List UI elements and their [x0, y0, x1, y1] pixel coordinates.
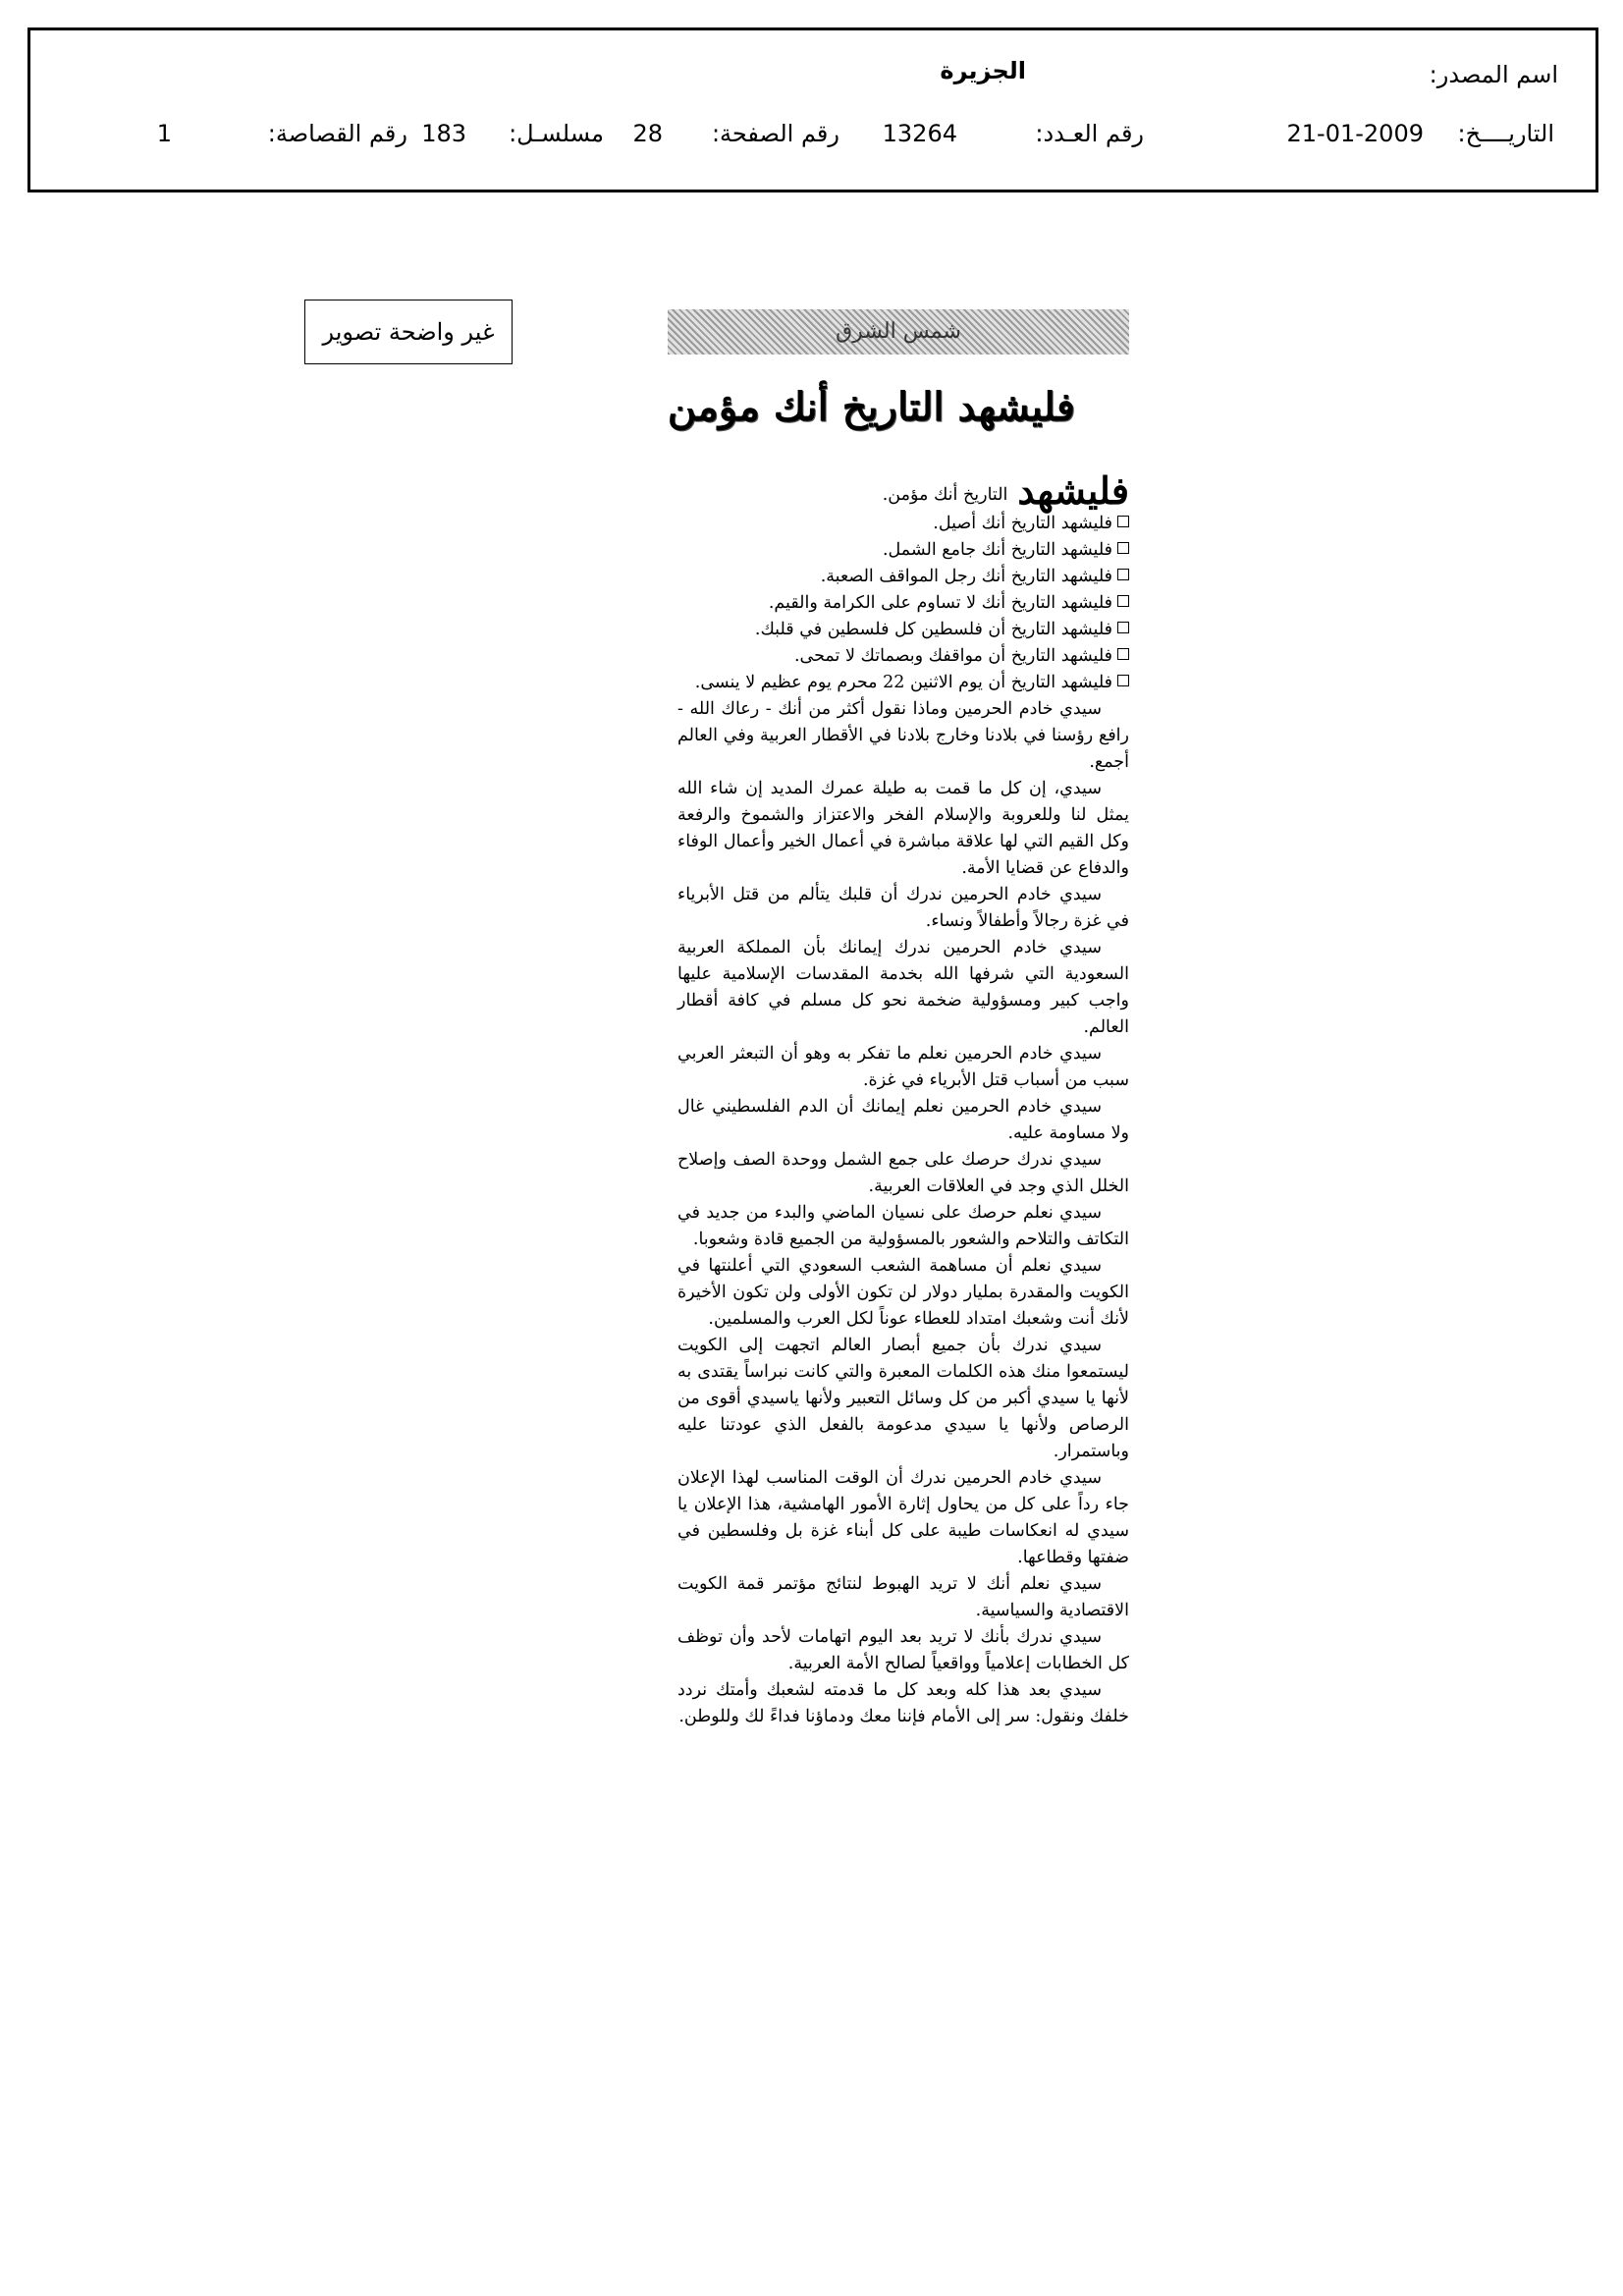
bullet-list	[677, 511, 1129, 696]
paragraph: سيدي خادم الحرمين نعلم إيمانك أن الدم الفلسطيني غال ولا مساومة عليه.	[677, 1097, 1129, 1143]
clip-label: رقم القصاصة:	[267, 120, 407, 147]
checkbox-bullet-icon	[1117, 622, 1129, 633]
list-item: فليشهد التاريخ أنك رجل المواقف الصعبة.	[677, 564, 1129, 590]
serial-value: 183	[421, 120, 466, 147]
checkbox-bullet-icon	[1117, 675, 1129, 686]
paragraph: سيدي نعلم أن مساهمة الشعب السعودي التي أعلنتها في الكويت والمقدرة بمليار دولار لن تكون الأولى ولن تكون الأخيرة لأنك أنت وشعبك امتداد للعطاء عوناً لكل العرب والمسلمين.	[677, 1256, 1129, 1329]
document-header	[27, 27, 1598, 192]
column-banner: شمس الشرق	[668, 309, 1129, 355]
unclear-scan-note: غير واضحة تصوير	[304, 300, 513, 364]
date-value: 21-01-2009	[1286, 120, 1424, 147]
issue-value: 13264	[882, 120, 957, 147]
checkbox-bullet-icon	[1117, 569, 1129, 580]
page-value: 28	[632, 120, 663, 147]
serial-label: مسلسـل:	[509, 120, 604, 147]
paragraph: سيدي ندرك بأنك لا تريد بعد اليوم اتهامات لأحد وأن توظف كل الخطابات إعلامياً وواقعياً لصالح الأمة العربية.	[677, 1627, 1129, 1673]
paragraph: سيدي خادم الحرمين نعلم ما تفكر به وهو أن التبعثر العربي سبب من أسباب قتل الأبرياء في غزة.	[677, 1044, 1129, 1090]
checkbox-bullet-icon	[1117, 542, 1129, 554]
lead-rest: التاريخ أنك مؤمن.	[882, 485, 1008, 505]
lead-word: فليشهد	[1017, 468, 1129, 513]
paragraph: سيدي خادم الحرمين ندرك إيمانك بأن المملكة العربية السعودية التي شرفها الله بخدمة المقدسات الإسلامية عليها واجب كبير ومسؤولية ضخمة نحو كل مسلم في كافة أقطار العالم.	[677, 938, 1129, 1037]
newspaper-clipping	[668, 309, 1129, 2156]
list-item: فليشهد التاريخ أنك أصيل.	[677, 511, 1129, 537]
paragraph: سيدي خادم الحرمين وماذا نقول أكثر من أنك - رعاك الله - رافع رؤسنا في بلادنا وخارج بلادنا في الأقطار العربية وفي العالم أجمع.	[677, 699, 1129, 772]
page-label: رقم الصفحة:	[711, 120, 839, 147]
paragraph: سيدي خادم الحرمين ندرك أن قلبك يتألم من قتل الأبرياء في غزة رجالاً وأطفالاً ونساء.	[677, 885, 1129, 931]
article-body	[677, 468, 1129, 1730]
paragraph: سيدي نعلم حرصك على نسيان الماضي والبدء من جديد في التكاتف والتلاحم والشعور بالمسؤولية من الجميع قادة وشعوبا.	[677, 1203, 1129, 1249]
lead-line	[677, 468, 1129, 513]
paragraph: سيدي ندرك حرصك على جمع الشمل ووحدة الصف وإصلاح الخلل الذي وجد في العلاقات العربية.	[677, 1150, 1129, 1196]
paragraph: سيدي نعلم أنك لا تريد الهبوط لنتائج مؤتمر قمة الكويت الاقتصادية والسياسية.	[677, 1574, 1129, 1620]
issue-label: رقم العـدد:	[1035, 120, 1144, 147]
list-item: فليشهد التاريخ أن مواقفك وبصماتك لا تمحى.	[677, 643, 1129, 670]
article-headline: فليشهد التاريخ أنك مؤمن	[667, 384, 1075, 430]
date-label: التاريــــخ:	[1457, 120, 1554, 147]
paragraph: سيدي بعد هذا كله وبعد كل ما قدمته لشعبك وأمتك نردد خلفك ونقول: سر إلى الأمام فإننا معك ودماؤنا فداءً لك وللوطن.	[677, 1680, 1129, 1726]
list-item: فليشهد التاريخ أنك لا تساوم على الكرامة والقيم.	[677, 590, 1129, 617]
paragraph: سيدي خادم الحرمين ندرك أن الوقت المناسب لهذا الإعلان جاء رداً على كل من يحاول إثارة الأمور الهامشية، هذا الإعلان يا سيدي له انعكاسات طيبة على كل أبناء غزة بل وفلسطين في ضفتها وقطاعها.	[677, 1468, 1129, 1567]
list-item: فليشهد التاريخ أنك جامع الشمل.	[677, 537, 1129, 564]
source-label: اسم المصدر:	[1429, 61, 1558, 88]
list-item: فليشهد التاريخ أن فلسطين كل فلسطين في قلبك.	[677, 617, 1129, 643]
paragraph: سيدي، إن كل ما قمت به طيلة عمرك المديد إن شاء الله يمثل لنا وللعروبة والإسلام الفخر والاعتزاز والشموخ والرفعة وكل القيم التي لها علاقة مباشرة في أعمال الخير وأعمال الوفاء والدفاع عن قضايا الأمة.	[677, 779, 1129, 878]
checkbox-bullet-icon	[1117, 595, 1129, 607]
checkbox-bullet-icon	[1117, 648, 1129, 660]
list-item: فليشهد التاريخ أن يوم الاثنين 22 محرم يوم عظيم لا ينسى.	[677, 670, 1129, 696]
paragraph: سيدي ندرك بأن جميع أبصار العالم اتجهت إلى الكويت ليستمعوا منك هذه الكلمات المعبرة والتي كانت نبراساً يقتدى به لأنها يا سيدي أكبر من كل وسائل التعبير ولأنها ياسيدي أقوى من الرصاص ولأنها يا سيدي مدعومة بالفعل الذي عودتنا عليه وباستمرار.	[677, 1336, 1129, 1461]
checkbox-bullet-icon	[1117, 516, 1129, 527]
source-value: الجزيرة	[940, 57, 1026, 84]
clip-value: 1	[156, 120, 172, 147]
